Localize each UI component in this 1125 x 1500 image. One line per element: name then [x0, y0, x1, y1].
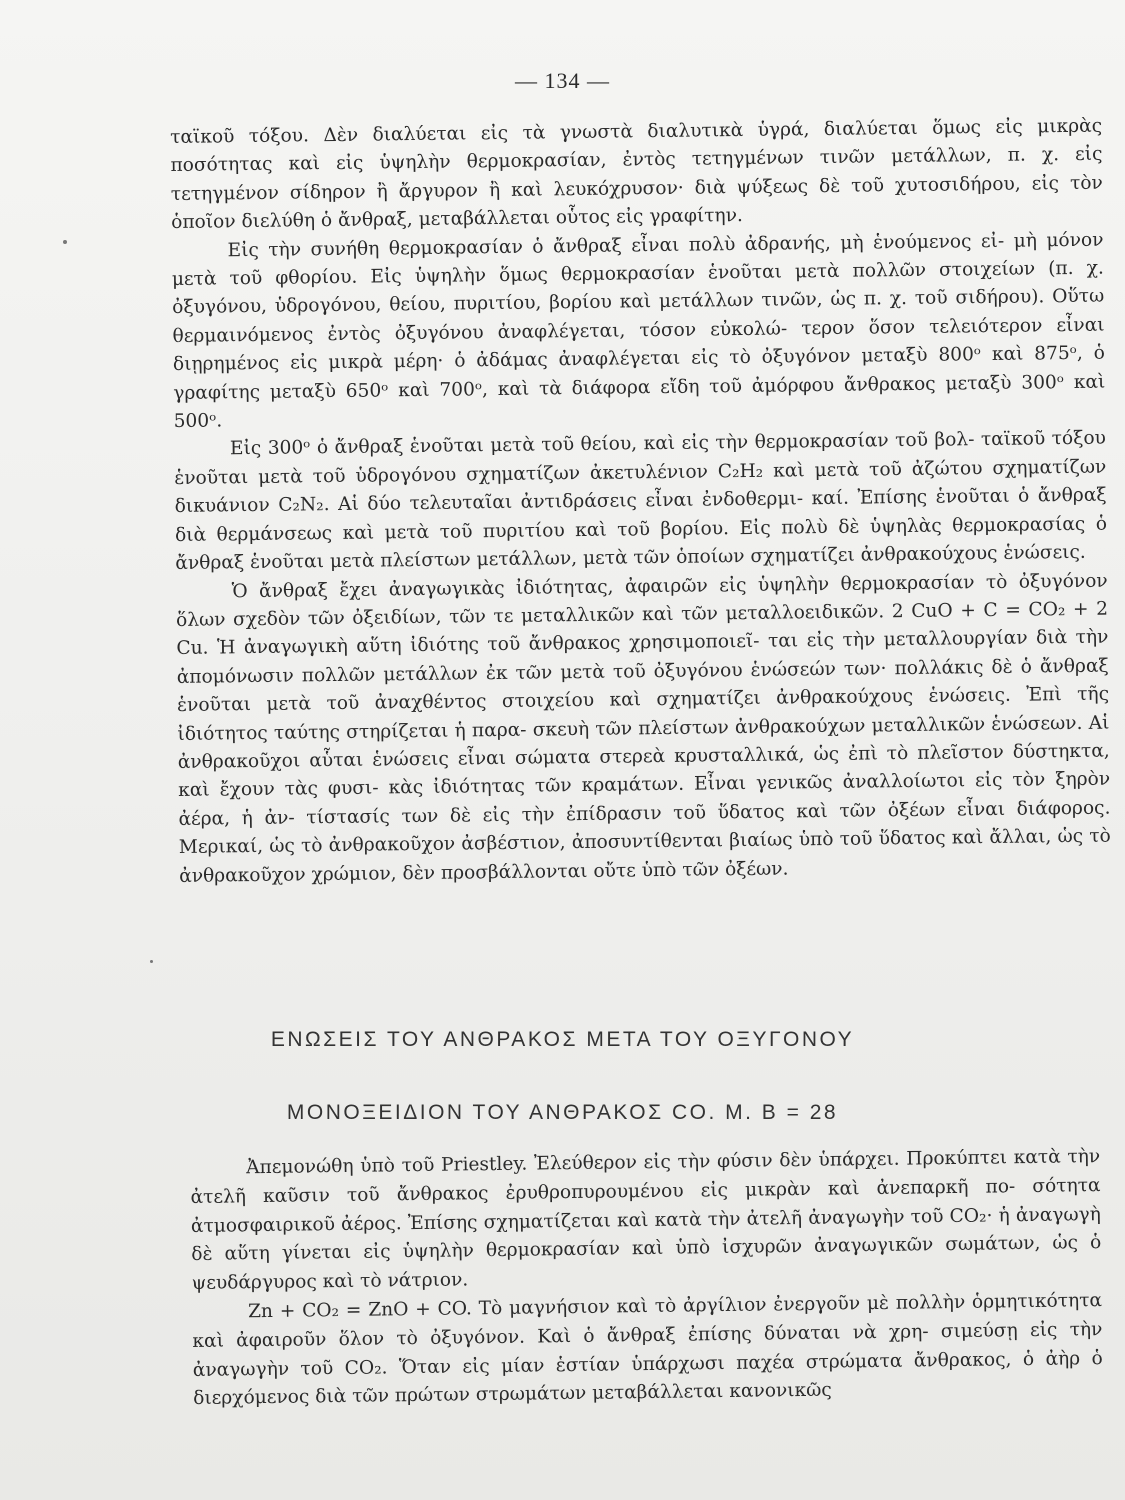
- paragraph: Εἰς τὴν συνήθη θερμοκρασίαν ὁ ἄνθραξ εἶναι πολὺ ἀδρανής, μὴ ἑνούμενος εἰ- μὴ μόνον μετὰ τοῦ φθορίου. Εἰς ὑψηλὴν ὅμως θερμοκρασίαν ἑνοῦται μετὰ πολλῶν στοιχείων (π. χ. ὀξυγόνου, ὑδρογόνου, θείου, πυριτίου, βορίου καὶ μετάλλων τινῶν, ὡς π. χ. τοῦ σιδήρου). Οὕτω θερμαινόμενος ἐντὸς ὀξυγόνου ἀναφλέγεται, τόσον εὐκολώ- τερον ὅσον τελειότερον εἶναι διῃρημένος εἰς μικρὰ μέρη· ὁ ἀδάμας ἀναφλέγεται εἰς τὸ ὀξυγόνον μεταξὺ 800ᵒ καὶ 875ᵒ, ὁ γραφίτης μεταξὺ 650ᵒ καὶ 700ᵒ, καὶ τὰ διάφορα εἴδη τοῦ ἀμόρφου ἄνθρακος μεταξὺ 300ᵒ καὶ 500ᵒ.: [171, 229, 1106, 433]
- page-number: — 134 —: [515, 68, 610, 93]
- paragraph: Ὁ ἄνθραξ ἔχει ἀναγωγικὰς ἰδιότητας, ἀφαιρῶν εἰς ὑψηλὴν θερμοκρασίαν τὸ ὀξυγόνον ὅλων σχεδὸν τῶν ὀξειδίων, τῶν τε μεταλλικῶν καὶ τῶν μεταλλοειδικῶν. 2 CuO + C = CO₂ + 2 Cu. Ἡ ἀναγωγικὴ αὕτη ἰδιότης τοῦ ἄνθρακος χρησιμοποιεῖ- ται εἰς τὴν μεταλλουργίαν διὰ τὴν ἀπομόνωσιν πολλῶν μετάλλων ἐκ τῶν μετὰ τοῦ ὀξυγόνου ἑνώσεών των· πολλάκις δὲ ὁ ἄνθραξ ἑνοῦται μετὰ τοῦ ἀναχθέντος στοιχείου καὶ σχηματίζει ἀνθρακούχους ἑνώσεις. Ἐπὶ τῆς ἰδιότητος ταύτης στηρίζεται ἡ παρα- σκευὴ τῶν πλείστων ἀνθρακούχων μεταλλικῶν ἑνώσεων. Αἱ ἀνθρακοῦχοι αὗται ἑνώσεις εἶναι σώματα στερεὰ κρυσταλλικά, ὡς ἐπὶ τὸ πλεῖστον δύστηκτα, καὶ ἔχουν τὰς φυσι- κὰς ἰδιότητας τῶν κραμάτων. Εἶναι γενικῶς ἀναλλοίωτοι εἰς τὸν ξηρὸν ἀέρα, ἡ ἀν- τίστασίς των δὲ εἰς τὴν ἐπίδρασιν τοῦ ὕδατος καὶ τῶν ὀξέων εἶναι διάφορος. Μερικαί, ὡς τὸ ἀνθρακοῦχον ἀσβέστιον, ἀποσυντίθενται βιαίως ὑπὸ τοῦ ὕδατος καὶ ἄλλαι, ὡς τὸ ἀνθρακοῦχον χρώμιον, δὲν προσβάλλονται οὔτε ὑπὸ τῶν ὀξέων.: [175, 570, 1111, 887]
- paragraph: Εἰς 300ᵒ ὁ ἄνθραξ ἑνοῦται μετὰ τοῦ θείου, καὶ εἰς τὴν θερμοκρασίαν τοῦ βολ- ταϊκοῦ τόξου ἑνοῦται μετὰ τοῦ ὑδρογόνου σχηματίζων ἀκετυλένιον C₂H₂ καὶ μετὰ τοῦ ἀζώτου σχηματίζων δικυάνιον C₂N₂. Αἱ δύο τελευταῖαι ἀντιδράσεις εἶναι ἐνδοθερμι- καί. Ἐπίσης ἑνοῦται ὁ ἄνθραξ διὰ θερμάνσεως καὶ μετὰ τοῦ πυριτίου καὶ τοῦ βορίου. Εἰς πολὺ δὲ ὑψηλὰς θερμοκρασίας ὁ ἄνθραξ ἑνοῦται μετὰ πλείστων μετάλλων, μετὰ τῶν ὁποίων σχηματίζει ἀνθρακούχους ἑνώσεις.: [174, 428, 1108, 575]
- subsection-heading: ΜΟΝΟΞΕΙΔΙΟΝ ΤΟΥ ΑΝΘΡΑΚΟΣ CO. Μ. Β = 28: [286, 1101, 839, 1124]
- body-text: [170, 113, 1111, 891]
- section-heading: ΕΝΩΣΕΙΣ ΤΟΥ ΑΝΘΡΑΚΟΣ ΜΕΤΑ ΤΟΥ ΟΞΥΓΟΝΟΥ: [270, 1028, 855, 1051]
- paragraph: Ἀπεμονώθη ὑπὸ τοῦ Priestley. Ἐλεύθερον εἰς τὴν φύσιν δὲν ὑπάρχει. Προκύπτει κατὰ τὴν ἀτελῆ καῦσιν τοῦ ἄνθρακος ἐρυθροπυρουμένου εἰς μικρὰν καὶ ἀνεπαρκῆ πο- σότητα ἀτμοσφαιρικοῦ ἀέρος. Ἐπίσης σχηματίζεται καὶ κατὰ τὴν ἀτελῆ ἀναγωγὴν τοῦ CO₂· ἡ ἀναγωγὴ δὲ αὕτη γίνεται εἰς ὑψηλὴν θερμοκρασίαν καὶ ὑπὸ ἰσχυρῶν ἀναγωγικῶν σωμάτων, ὡς ὁ ψευδάργυρος καὶ τὸ νάτριον.: [190, 1146, 1102, 1295]
- print-speck: [63, 240, 67, 244]
- print-speck: [150, 960, 153, 963]
- body-text-2: [190, 1143, 1103, 1414]
- paragraph: Zn + CO₂ = ZnO + CO. Τὸ μαγνήσιον καὶ τὸ ἀργίλιον ἐνεργοῦν μὲ πολλὴν ὁρμητικότητα καὶ ἀφαιροῦν ὅλον τὸ ὀξυγόνον. Καὶ ὁ ἄνθραξ ἐπίσης δύναται νὰ χρη- σιμεύσῃ εἰς τὴν ἀναγωγὴν τοῦ CO₂. Ὅταν εἰς μίαν ἑστίαν ὑπάρχωσι παχέα στρώματα ἄνθρακος, ὁ ἀὴρ ὁ διερχόμενος διὰ τῶν πρώτων στρωμάτων μεταβάλλεται κανονικῶς: [192, 1290, 1103, 1410]
- paragraph: ταϊκοῦ τόξου. Δὲν διαλύεται εἰς τὰ γνωστὰ διαλυτικὰ ὑγρά, διαλύεται ὅμως εἰς μικρὰς ποσότητας καὶ εἰς ὑψηλὴν θερμοκρασίαν, ἐντὸς τετηγμένων τινῶν μετάλλων, π. χ. εἰς τετηγμένον σίδηρον ἢ ἄργυρον ἢ καὶ λευκόχρυσον· διὰ ψύξεως δὲ τοῦ χυτοσιδήρου, εἰς τὸν ὁποῖον διελύθη ὁ ἄνθραξ, μεταβάλλεται οὗτος εἰς γραφίτην.: [170, 115, 1103, 234]
